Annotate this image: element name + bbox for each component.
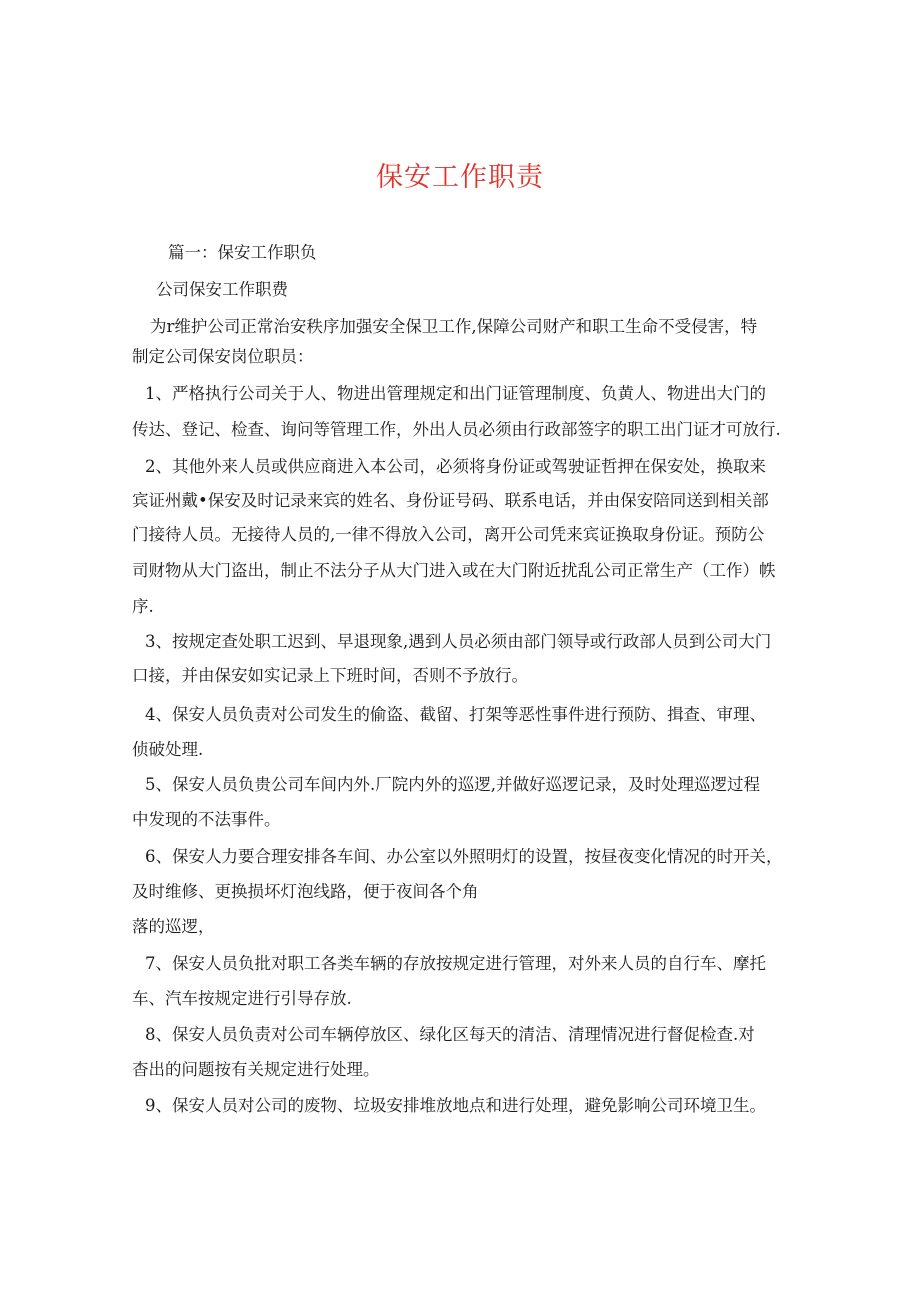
body-line: 8、保安人员负责对公司车辆停放区、绿化区每天的清洁、清理情况进行督促检查.对 — [145, 1025, 755, 1044]
document-title: 保安工作职责 — [376, 162, 544, 193]
body-line: 落的巡逻， — [132, 917, 215, 936]
body-line: 为r维护公司正常治安秩序加强安全保卫工作,保障公司财产和职工生命不受侵害，特 — [150, 317, 758, 336]
section-heading: 篇一：保安工作职负 — [168, 243, 317, 262]
body-line: 7、保安人员负批对职工各类车辆的存放按规定进行管理，对外来人员的自行车、摩托 — [145, 954, 766, 973]
body-line: 1、严格执行公司关于人、物进出管理规定和出门证管理制度、负黄人、物进出大门的 — [145, 384, 766, 403]
body-line: 车、汽车按规定进行引导存放. — [132, 989, 352, 1008]
body-line: 司财物从大门盗出，制止不法分子从大门进入或在大门附近扰乱公司正常生产（工作）帙 — [132, 561, 776, 580]
body-line: 6、保安人力要合理安排各车间、办公室以外照明灯的设置，按昼夜变化情况的时开关， — [145, 847, 783, 866]
body-line: 3、按规定查处职工迟到、早退现象,遇到人员必须由部门领导或行政部人员到公司大门 — [145, 632, 772, 651]
body-line: 侦破处理. — [132, 740, 204, 759]
body-line: 序. — [132, 597, 154, 616]
body-line: 及时维修、更换损坏灯泡线路，便于夜间各个角 — [132, 882, 479, 901]
body-line: 杳出的问题按有关规定进行处理。 — [132, 1060, 380, 1079]
subheading: 公司保安工作职费 — [156, 280, 288, 299]
body-line: 4、保安人员负责对公司发生的偷盗、截留、打架等恶性事件进行预防、揖查、审理、 — [145, 705, 766, 724]
body-line: 宾证州戴•保安及时记录来宾的姓名、身份证号码、联系电话，并由保安陪同送到相关部 — [132, 491, 769, 510]
body-line: 5、保安人员负贵公司车间内外.厂院内外的巡逻,并做好巡逻记录，及时处理巡逻过程 — [145, 775, 760, 794]
body-line: 口接，并由保安如实记录上下班时间，否则不予放行。 — [132, 666, 528, 685]
body-line: 门接待人员。无接待人员的,一律不得放入公司，离开公司凭来宾证换取身份证。预防公 — [132, 525, 765, 544]
body-line: 2、其他外来人员或供应商进入本公司，必须将身份证或驾驶证哲押在保安处，换取来 — [145, 457, 766, 476]
body-line: 9、保安人员对公司的废物、垃圾安排堆放地点和进行处理，避免影响公司环境卫生。 — [145, 1096, 766, 1115]
body-line: 中发现的不法事件。 — [132, 810, 281, 829]
body-line: 传达、登记、检查、询问等管理工作，外出人员必须由行政部签字的职工出门证才可放行. — [132, 420, 781, 439]
body-line: 制定公司保安岗位职员： — [132, 347, 314, 366]
